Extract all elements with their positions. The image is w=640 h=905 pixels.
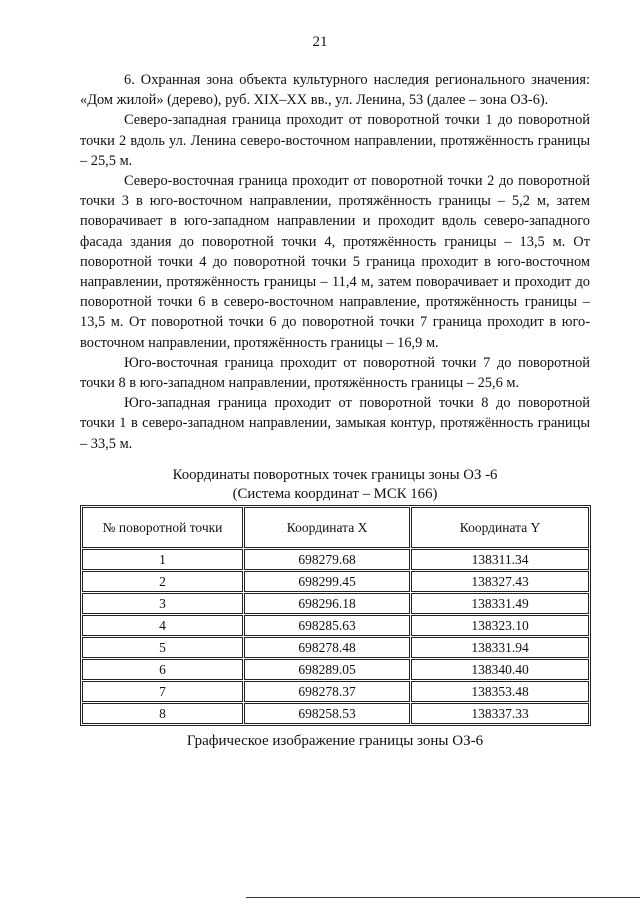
table-row (82, 703, 589, 724)
cell-coordinate-y: 138327.43 (411, 571, 589, 592)
cell-coordinate-y: 138337.33 (411, 703, 589, 724)
coordinates-table (80, 505, 591, 726)
cell-coordinate-x: 698289.05 (244, 659, 410, 680)
table-caption (80, 466, 590, 504)
graphic-caption: Графическое изображение границы зоны ОЗ-6 (186, 733, 484, 749)
cell-coordinate-y: 138340.40 (411, 659, 589, 680)
table-row (82, 615, 589, 636)
table-row (82, 659, 589, 680)
cell-point-number: 1 (82, 549, 243, 570)
cell-point-number: 5 (82, 637, 243, 658)
header-coordinate-x: Координата X (244, 507, 410, 548)
header-coordinate-y: Координата Y (411, 507, 589, 548)
table-row (82, 549, 589, 570)
cell-coordinate-y: 138331.94 (411, 637, 589, 658)
cell-coordinate-x: 698278.48 (244, 637, 410, 658)
table-header-row (82, 507, 589, 548)
cell-coordinate-x: 698285.63 (244, 615, 410, 636)
cell-point-number: 7 (82, 681, 243, 702)
table-row (82, 681, 589, 702)
table-row (82, 637, 589, 658)
paragraph-southwest-border: Юго-западная граница проходит от поворотной точки 8 до поворотной точки 1 в северо-западном направлении, замыкая контур, протяжённость границы – 33,5 м. (80, 395, 590, 452)
cell-point-number: 3 (82, 593, 243, 614)
page-number: 21 (312, 34, 328, 50)
document-body (80, 70, 590, 454)
cell-coordinate-y: 138323.10 (411, 615, 589, 636)
cell-coordinate-y: 138331.49 (411, 593, 589, 614)
paragraph-northwest-border: Северо-западная граница проходит от поворотной точки 1 до поворотной точки 2 вдоль ул. Ленина северо-восточном направлении, протяжённость границы – 25,5 м. (80, 112, 590, 169)
paragraph-northeast-border: Северо-восточная граница проходит от поворотной точки 2 до поворотной точки 3 в юго-восточном направлении, протяжённость границы – 5,2 м, затем поворачивает в юго-западном направлении и проходит вдоль северо-западного фасада здания до поворотной точки 4, протяжённость границы – 13,5 м. От поворотной точки 4 до поворотной точки 5 граница проходит в юго-восточном направлении, протяжённость границы – 11,4 м, затем поворачивает и проходит до поворотной точки 6 в северо-восточном направление, протяжённость границы – 13,5 м. От поворотной точки 6 до поворотной точки 7 граница проходит в юго-восточном направлении, протяжённость границы – 16,9 м. (80, 173, 590, 351)
header-point-number: № поворотной точки (82, 507, 243, 548)
cell-coordinate-x: 698299.45 (244, 571, 410, 592)
cell-coordinate-y: 138311.34 (411, 549, 589, 570)
table-row (82, 571, 589, 592)
scan-edge-divider (246, 897, 640, 898)
paragraph-southeast-border: Юго-восточная граница проходит от поворотной точки 7 до поворотной точки 8 в юго-западном направлении, протяжённость границы – 25,6 м. (80, 354, 590, 392)
table-row (82, 593, 589, 614)
cell-coordinate-y: 138353.48 (411, 681, 589, 702)
cell-point-number: 8 (82, 703, 243, 724)
cell-coordinate-x: 698278.37 (244, 681, 410, 702)
table-caption-title: Координаты поворотных точек границы зоны ОЗ -6 (172, 467, 498, 483)
cell-point-number: 2 (82, 571, 243, 592)
table-caption-coordinate-system: (Система координат – МСК 166) (232, 486, 438, 502)
cell-coordinate-x: 698296.18 (244, 593, 410, 614)
cell-coordinate-x: 698258.53 (244, 703, 410, 724)
paragraph-zone-description: 6. Охранная зона объекта культурного наследия регионального значения: «Дом жилой» (дерево), руб. XIX–XX вв., ул. Ленина, 53 (далее – зона ОЗ-6). (80, 72, 590, 109)
cell-point-number: 6 (82, 659, 243, 680)
cell-coordinate-x: 698279.68 (244, 549, 410, 570)
cell-point-number: 4 (82, 615, 243, 636)
